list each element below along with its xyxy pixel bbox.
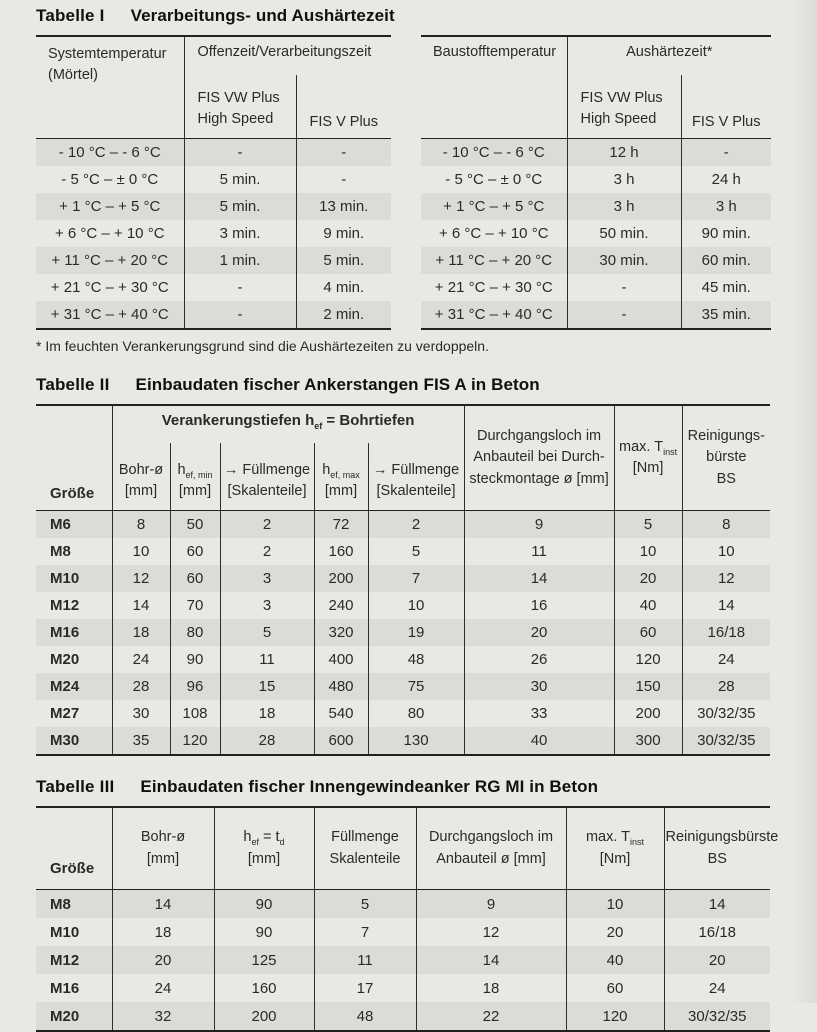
table-cell: 14	[717, 597, 735, 614]
header-text: h	[322, 461, 331, 478]
header-line: FIS VW Plus	[580, 89, 663, 106]
header-line: [Nm]	[599, 850, 631, 867]
table1-title-label: Tabelle I	[36, 6, 105, 25]
header-max-tinst	[566, 807, 664, 890]
table-row	[421, 301, 771, 329]
table-row	[36, 619, 770, 646]
table1-title-text: Verarbeitungs- und Aushärtezeit	[130, 6, 395, 25]
table-cell: M6	[36, 511, 112, 539]
header-hef-td	[214, 807, 314, 890]
table-cell: 90	[214, 918, 314, 946]
table-cell: 14	[464, 565, 614, 592]
table-row	[36, 918, 770, 946]
table-row	[421, 193, 771, 220]
header-text: = t	[259, 829, 280, 846]
table-cell: 8	[722, 516, 731, 533]
header-fis-v-plus: FIS V Plus	[692, 114, 761, 130]
table-cell: 130	[368, 727, 464, 755]
table-row	[36, 673, 770, 700]
table-cell: 108	[170, 700, 220, 727]
table-cell: 60 min.	[701, 252, 751, 269]
table-cell: M16	[36, 619, 112, 646]
table-cell: 3 min.	[184, 220, 296, 247]
table-row	[36, 890, 770, 919]
table-cell: 125	[214, 946, 314, 974]
table-cell: 160	[314, 538, 368, 565]
table1-left	[36, 35, 391, 330]
table-cell: 20	[614, 565, 682, 592]
table-cell: + 1 °C – + 5 °C	[36, 193, 184, 220]
table-cell: 13 min.	[319, 198, 369, 215]
table-cell: 24	[112, 646, 170, 673]
table-cell: 11	[314, 946, 416, 974]
header-line: [mm]	[124, 482, 158, 499]
header-line: steckmontage ø [mm]	[469, 470, 609, 487]
header-text: h	[177, 461, 186, 478]
table-cell: 50 min.	[567, 220, 681, 247]
table-row	[36, 193, 391, 220]
table2	[36, 404, 770, 756]
table-row	[421, 166, 771, 193]
table-cell: 24 h	[711, 171, 741, 188]
table-row	[36, 538, 770, 565]
table-cell: 18	[112, 619, 170, 646]
table-cell: + 31 °C – + 40 °C	[36, 301, 184, 329]
table-cell: M27	[36, 700, 112, 727]
table-row	[36, 727, 770, 755]
table-cell: 3 h	[715, 198, 737, 215]
table-cell: -	[184, 139, 296, 167]
table-cell: 45 min.	[701, 279, 751, 296]
header-offenzeit-group: Offenzeit/Verarbeitungszeit	[197, 44, 372, 60]
table-cell: 17	[314, 974, 416, 1002]
header-verankerungstiefen-group	[112, 405, 464, 443]
table-cell: 2	[220, 511, 314, 539]
header-durchgangsloch	[416, 807, 566, 890]
header-baustofftemperatur: Baustofftemperatur	[421, 36, 567, 139]
table-cell: 35	[112, 727, 170, 755]
table-cell: 9 min.	[323, 225, 365, 242]
table-cell: 40	[464, 727, 614, 755]
table-cell: 11	[464, 538, 614, 565]
table-cell: 10	[368, 592, 464, 619]
header-line: FIS VW Plus	[197, 89, 280, 106]
table2-body	[36, 511, 770, 756]
header-line: High Speed	[580, 110, 657, 127]
table-cell: 20	[708, 951, 726, 969]
table-cell: 40	[566, 946, 664, 974]
header-fuellmenge-max	[368, 443, 464, 511]
header-aushaertezeit-group: Aushärtezeit*	[626, 44, 713, 60]
table-cell: 2 min.	[323, 306, 365, 323]
header-line: (Mörtel)	[48, 67, 98, 84]
table3	[36, 806, 779, 1032]
table-cell: M24	[36, 673, 112, 700]
table-cell: 24	[708, 979, 726, 997]
table-cell: 1 min.	[184, 247, 296, 274]
table-row	[36, 220, 391, 247]
table-cell: 10	[566, 890, 664, 919]
table-row	[421, 220, 771, 247]
subscript: d	[279, 837, 285, 848]
table-cell: 30/32/35	[697, 705, 756, 722]
table-cell: -	[184, 274, 296, 301]
table-cell: 3	[220, 565, 314, 592]
header-bohr-durchmesser	[112, 807, 214, 890]
table-cell: 3 h	[567, 193, 681, 220]
table-cell: M16	[36, 974, 112, 1002]
header-line: Bohr-ø	[118, 461, 164, 478]
subscript: ef	[251, 837, 259, 848]
table-cell: + 11 °C – + 20 °C	[421, 247, 567, 274]
table-cell: 30	[112, 700, 170, 727]
table-cell: 5	[368, 538, 464, 565]
table-cell: 5	[314, 890, 416, 919]
table-cell: 30/32/35	[697, 732, 756, 749]
header-line: [mm]	[146, 850, 180, 867]
header-text: = Bohrtiefen	[322, 412, 415, 429]
table-cell: 96	[170, 673, 220, 700]
table-cell: 35 min.	[701, 306, 751, 323]
table-cell: 12 h	[567, 139, 681, 167]
table-cell: 4 min.	[323, 279, 365, 296]
table-cell: 7	[368, 565, 464, 592]
header-line: High Speed	[197, 110, 274, 127]
table-cell: 28	[717, 678, 735, 695]
table-cell: 600	[314, 727, 368, 755]
header-line: BS	[707, 850, 727, 867]
header-line	[316, 460, 367, 481]
table-cell: 5 min.	[184, 193, 296, 220]
header-line: Füllmenge	[331, 829, 399, 846]
header-max-tinst	[614, 405, 682, 511]
table2-title-label: Tabelle II	[36, 375, 110, 394]
table-cell: 18	[112, 918, 214, 946]
header-line	[616, 437, 681, 458]
table-cell: - 10 °C – - 6 °C	[421, 139, 567, 167]
header-hef-min	[170, 443, 220, 511]
table-cell: M10	[36, 918, 112, 946]
table-cell: + 6 °C – + 10 °C	[36, 220, 184, 247]
table-cell: M12	[36, 592, 112, 619]
table-cell: 60	[566, 974, 664, 1002]
table-cell: 12	[416, 918, 566, 946]
table-cell: 33	[464, 700, 614, 727]
table-cell: 16/18	[707, 624, 746, 641]
table-cell: 90	[170, 646, 220, 673]
table-cell: 20	[112, 946, 214, 974]
subscript: inst	[630, 837, 645, 848]
table-cell: - 5 °C – ± 0 °C	[421, 166, 567, 193]
header-text: Verankerungstiefen h	[161, 412, 315, 429]
table-cell: 18	[416, 974, 566, 1002]
table-row	[36, 247, 391, 274]
table-row	[36, 592, 770, 619]
table-cell: 30/32/35	[688, 1007, 747, 1025]
table-cell: 2	[220, 538, 314, 565]
header-line: bürste	[706, 449, 747, 466]
table-cell: + 6 °C – + 10 °C	[421, 220, 567, 247]
header-line: → Füllmenge	[372, 461, 460, 478]
table3-body	[36, 890, 770, 1032]
header-text: max. T	[585, 829, 631, 846]
table-cell: 24	[112, 974, 214, 1002]
table-cell: M8	[36, 890, 112, 919]
table-cell: 12	[112, 565, 170, 592]
header-line: [Nm]	[632, 460, 664, 476]
table1-right-header	[421, 36, 771, 139]
subscript: inst	[663, 446, 678, 457]
header-fis-vw-plus	[184, 75, 296, 139]
table-cell: 10	[112, 538, 170, 565]
header-bohr-durchmesser	[112, 443, 170, 511]
table-cell: M10	[36, 565, 112, 592]
table-cell: 90	[214, 890, 314, 919]
table-cell: + 31 °C – + 40 °C	[421, 301, 567, 329]
table-cell: 90 min.	[701, 225, 751, 242]
table1-left-header	[36, 36, 391, 139]
table-cell: 15	[220, 673, 314, 700]
table-cell: + 21 °C – + 30 °C	[36, 274, 184, 301]
table-cell: 30 min.	[567, 247, 681, 274]
table-cell: 10	[614, 538, 682, 565]
header-line: Durchgangsloch im	[428, 829, 554, 846]
table-cell: 19	[368, 619, 464, 646]
table-cell: 400	[314, 646, 368, 673]
table-cell: 320	[314, 619, 368, 646]
header-fis-v-plus: FIS V Plus	[309, 114, 378, 130]
table1-pair	[36, 35, 770, 330]
table-cell: M8	[36, 538, 112, 565]
table3-title-text: Einbaudaten fischer Innengewindeanker RG MI in Beton	[140, 777, 599, 796]
table-cell: -	[341, 144, 347, 161]
table-cell: -	[341, 171, 347, 188]
table-cell: 20	[464, 619, 614, 646]
table-cell: 150	[614, 673, 682, 700]
table-cell: 18	[220, 700, 314, 727]
table-cell: 72	[314, 511, 368, 539]
table-cell: 120	[170, 727, 220, 755]
table-cell: 48	[368, 646, 464, 673]
header-line	[216, 827, 313, 848]
table-cell: -	[723, 144, 729, 161]
table-row	[36, 700, 770, 727]
table-cell: 300	[614, 727, 682, 755]
table-cell: 14	[112, 890, 214, 919]
table-row	[36, 646, 770, 673]
table-row	[36, 565, 770, 592]
table-cell: 5	[220, 619, 314, 646]
header-groesse: Größe	[36, 807, 112, 890]
table-cell: - 5 °C – ± 0 °C	[36, 166, 184, 193]
header-line: Reinigungs-	[687, 428, 765, 445]
header-line: Anbauteil bei Durch-	[473, 449, 605, 466]
table1-left-body	[36, 139, 391, 330]
table-cell: 20	[566, 918, 664, 946]
header-line: Skalenteile	[329, 850, 401, 867]
header-durchgangsloch	[464, 405, 614, 511]
table-cell: M30	[36, 727, 112, 755]
table-cell: 48	[314, 1002, 416, 1031]
header-text: h	[243, 829, 252, 846]
table-cell: + 21 °C – + 30 °C	[421, 274, 567, 301]
table-cell: 30	[464, 673, 614, 700]
header-reinigungsbuerste	[664, 807, 779, 890]
header-groesse: Größe	[36, 405, 112, 511]
header-line: Reinigungsbürste	[665, 829, 779, 846]
table-row	[36, 301, 391, 329]
header-systemtemperatur	[36, 36, 184, 139]
table-cell: + 11 °C – + 20 °C	[36, 247, 184, 274]
table-row	[36, 974, 770, 1002]
table-cell: 8	[112, 511, 170, 539]
table-cell: 7	[314, 918, 416, 946]
table-cell: 22	[416, 1002, 566, 1031]
subscript: ef	[314, 421, 323, 431]
table1-right-body	[421, 139, 771, 330]
table-cell: 3	[220, 592, 314, 619]
table-cell: 14	[708, 895, 726, 913]
header-line: [mm]	[247, 850, 281, 867]
table-row	[36, 511, 770, 539]
table2-header	[36, 405, 770, 511]
table-cell: 120	[614, 646, 682, 673]
table-cell: 60	[170, 565, 220, 592]
table-cell: M20	[36, 1002, 112, 1031]
header-fuellmenge	[314, 807, 416, 890]
header-fuellmenge-min	[220, 443, 314, 511]
header-line: [mm]	[324, 482, 358, 499]
table3-title-label: Tabelle III	[36, 777, 115, 796]
header-text: max. T	[619, 438, 664, 455]
table-cell: 480	[314, 673, 368, 700]
header-reinigungsbuerste	[682, 405, 770, 511]
table3-title	[36, 777, 770, 797]
table-row	[36, 139, 391, 167]
table-cell: 120	[566, 1002, 664, 1031]
header-hef-max	[314, 443, 368, 511]
table-cell: 5 min.	[184, 166, 296, 193]
subscript: ef, max	[330, 469, 360, 480]
table-cell: 50	[170, 511, 220, 539]
table3-header	[36, 807, 779, 890]
table-cell: 160	[214, 974, 314, 1002]
header-fis-vw-plus	[567, 75, 681, 139]
table2-title-text: Einbaudaten fischer Ankerstangen FIS A in Beton	[135, 375, 540, 394]
table-cell: 200	[614, 700, 682, 727]
header-line: [mm]	[178, 482, 212, 499]
header-line: [Skalenteile]	[376, 482, 456, 499]
table-cell: 9	[464, 511, 614, 539]
table-cell: 2	[368, 511, 464, 539]
table-cell: 5 min.	[323, 252, 365, 269]
table-cell: 26	[464, 646, 614, 673]
header-line: [Skalenteile]	[227, 482, 307, 499]
table2-title	[36, 375, 770, 395]
header-line: BS	[716, 470, 736, 487]
table-cell: 80	[368, 700, 464, 727]
header-line	[568, 827, 663, 848]
table-cell: 540	[314, 700, 368, 727]
table-cell: -	[184, 301, 296, 329]
table-cell: 70	[170, 592, 220, 619]
table-cell: 60	[614, 619, 682, 646]
table-row	[36, 946, 770, 974]
header-line: Anbauteil ø [mm]	[436, 850, 546, 867]
table1-title	[36, 6, 770, 26]
table-cell: 14	[416, 946, 566, 974]
header-line: Bohr-ø	[140, 829, 186, 846]
table-cell: 200	[214, 1002, 314, 1031]
table-cell: 10	[717, 543, 735, 560]
table-row	[421, 274, 771, 301]
table-row	[421, 139, 771, 167]
table1-right	[421, 35, 771, 330]
table-cell: 5	[614, 511, 682, 539]
subscript: ef, min	[185, 469, 213, 480]
footnote: * Im feuchten Verankerungsgrund sind die Aushärtezeiten zu verdoppeln.	[36, 338, 489, 354]
table-cell: 75	[368, 673, 464, 700]
table-cell: 12	[717, 570, 735, 587]
table-cell: 28	[112, 673, 170, 700]
table-cell: 9	[416, 890, 566, 919]
table-cell: 16	[464, 592, 614, 619]
table-cell: 16/18	[698, 923, 737, 941]
header-line: Systemtemperatur	[48, 46, 167, 62]
header-line: Durchgangsloch im	[477, 428, 602, 445]
table-cell: 28	[220, 727, 314, 755]
table-cell: 11	[220, 646, 314, 673]
table-cell: 40	[614, 592, 682, 619]
table-row	[36, 1002, 770, 1031]
table-cell: -	[567, 274, 681, 301]
table-cell: 14	[112, 592, 170, 619]
table-cell: M12	[36, 946, 112, 974]
table-cell: 80	[170, 619, 220, 646]
table-cell: 24	[717, 651, 735, 668]
table-cell: 3 h	[567, 166, 681, 193]
table-row	[36, 166, 391, 193]
table-row	[421, 247, 771, 274]
header-line	[172, 460, 219, 481]
scan-edge-shadow	[791, 0, 817, 1003]
table-cell: 200	[314, 565, 368, 592]
table-cell: 60	[170, 538, 220, 565]
table-row	[36, 274, 391, 301]
table-cell: - 10 °C – - 6 °C	[36, 139, 184, 167]
table-cell: -	[567, 301, 681, 329]
table-cell: + 1 °C – + 5 °C	[421, 193, 567, 220]
table-cell: 32	[112, 1002, 214, 1031]
header-line: → Füllmenge	[223, 461, 311, 478]
table-cell: M20	[36, 646, 112, 673]
table-cell: 240	[314, 592, 368, 619]
